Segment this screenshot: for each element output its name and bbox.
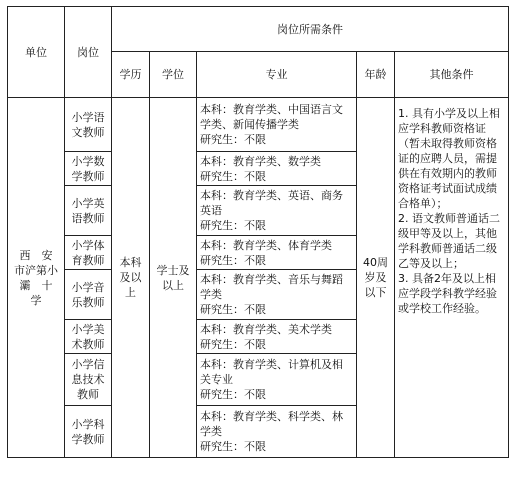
major-bachelor: 本科：教育学类、数学类 [200,154,321,168]
unit-name-line: 市浐第小 [14,263,58,277]
major-bachelor: 本科：教育学类、计算机及相关专业 [200,358,343,386]
degree-cell: 学士及以上 [150,98,197,458]
major-master: 研究生：不限 [200,253,266,267]
other-condition-item: 3. 具备2年及以上相应学段学科教学经验或学校工作经验。 [398,272,497,315]
age-cell: 40周岁及以下 [357,98,395,458]
major-cell [197,354,357,406]
major-cell [197,236,357,270]
post-cell: 小学英语教师 [65,186,112,236]
major-master: 研究生：不限 [200,388,266,401]
job-requirements-table [7,6,509,458]
major-master: 研究生：不限 [200,440,266,453]
major-cell [197,270,357,320]
post-cell: 小学信息技术教师 [65,354,112,406]
unit-name-cell [8,98,65,458]
major-cell [197,406,357,458]
major-bachelor: 本科：教育学类、科学类、林学类 [200,410,343,438]
header-post: 岗位 [65,7,112,98]
table-row [8,98,509,152]
major-bachelor: 本科：教育学类、美术学类 [200,322,332,336]
post-cell: 小学数学教师 [65,152,112,186]
major-bachelor: 本科：教育学类、体育学类 [200,238,332,252]
major-cell [197,320,357,354]
header-age: 年龄 [357,52,395,98]
major-master: 研究生：不限 [200,169,266,183]
major-bachelor: 本科：教育学类、英语、商务英语 [200,189,343,217]
header-degree: 学位 [150,52,197,98]
major-master: 研究生：不限 [200,303,266,316]
major-master: 研究生：不限 [200,219,266,232]
major-bachelor: 本科：教育学类、中国语言文学类、新闻传播学类 [200,103,343,131]
major-cell [197,98,357,152]
post-cell: 小学科学教师 [65,406,112,458]
header-requirements-group: 岗位所需条件 [112,7,509,52]
unit-name-line: 学 [30,293,42,307]
header-unit: 单位 [8,7,65,98]
header-other: 其他条件 [395,52,509,98]
major-cell [197,186,357,236]
major-cell [197,152,357,186]
post-cell: 小学美术教师 [65,320,112,354]
other-condition-item: 2. 语文教师普通话二级甲等及以上，其他学科教师普通话二级乙等及以上； [398,212,500,270]
post-cell: 小学音乐教师 [65,270,112,320]
header-major: 专业 [197,52,357,98]
post-cell: 小学语文教师 [65,98,112,152]
unit-name-line: 灞 十 [19,278,53,292]
header-education: 学历 [112,52,150,98]
unit-name-line: 西 安 [19,248,53,262]
major-master: 研究生：不限 [200,133,266,146]
major-bachelor: 本科：教育学类、音乐与舞蹈学类 [200,273,343,301]
major-master: 研究生：不限 [200,337,266,351]
other-condition-item: 1. 具有小学及以上相应学科教师资格证（暂未取得教师资格证的应聘人员，需提供在有效期内的教师资格证考试面试成绩合格单）； [398,107,500,210]
post-cell: 小学体育教师 [65,236,112,270]
other-conditions-cell [395,98,509,458]
education-cell: 本科及以上 [112,98,150,458]
header-row-1 [8,7,509,52]
